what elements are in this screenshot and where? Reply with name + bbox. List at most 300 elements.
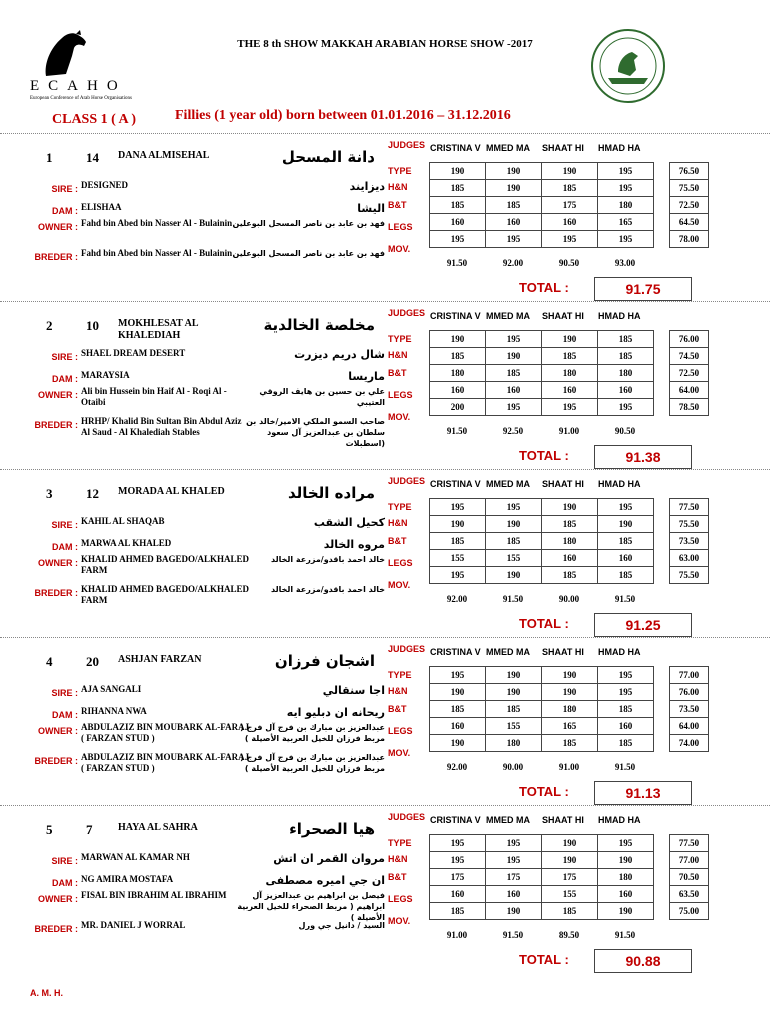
breder-value-arabic: السيد / دانيل جي ورل [298,921,385,930]
average-cell: 63.50 [670,886,709,903]
score-row [430,231,654,248]
breder-label: BREDER : [34,924,78,934]
score-cell: 185 [486,197,542,214]
average-cell: 78.50 [670,399,709,416]
horse-name: DANA ALMISEHAL [118,150,210,161]
score-cell: 185 [430,533,486,550]
score-cell: 175 [542,869,598,886]
judge-total: 91.50 [502,930,524,940]
dam-value-arabic: ريحانه ان دبليو ايه [286,706,385,719]
score-cell: 155 [542,886,598,903]
ecaho-logo [28,28,148,108]
criteria-label-judges: JUDGES [388,644,426,654]
total-score: 91.75 [594,277,692,301]
sire-value-arabic: ديزايند [349,180,385,193]
score-cell: 195 [486,399,542,416]
judges-header [430,815,654,829]
criteria-label-legs: LEGS [388,558,413,568]
score-cell: 195 [598,684,654,701]
average-column [669,834,709,920]
judge-name: SHAAT HI [542,815,584,825]
score-cell: 195 [542,399,598,416]
judge-name: HMAD HA [598,815,641,825]
criteria-label-hn: H&N [388,686,408,696]
judge-total: 91.50 [502,594,524,604]
judge-name: MMED MA [486,647,530,657]
rank: 1 [46,150,53,165]
criteria-label-bt: B&T [388,704,407,714]
score-cell: 185 [598,533,654,550]
judge-total: 90.50 [614,426,636,436]
score-cell: 180 [542,365,598,382]
score-row [430,399,654,416]
score-cell: 190 [486,667,542,684]
criteria-label-bt: B&T [388,200,407,210]
judge-name: CRISTINA V [430,479,481,489]
entry-separator [0,805,770,806]
judge-name: MMED MA [486,143,530,153]
score-cell: 195 [542,231,598,248]
score-cell: 160 [486,214,542,231]
score-row [430,684,654,701]
horse-name-arabic: هيا الصحراء [289,820,375,838]
rank: 4 [46,654,53,669]
criteria-label-bt: B&T [388,536,407,546]
average-cell: 70.50 [670,869,709,886]
rank: 3 [46,486,53,501]
judge-name: MMED MA [486,815,530,825]
breder-value: KHALID AHMED BAGEDO/ALKHALED FARM [81,584,250,605]
score-cell: 180 [542,533,598,550]
score-row [430,382,654,399]
score-cell: 190 [542,331,598,348]
average-cell: 75.00 [670,903,709,920]
criteria-label-type: TYPE [388,502,412,512]
sire-label: SIRE : [51,184,78,194]
owner-label: OWNER : [38,222,78,232]
dam-value: RIHANNA NWA [81,706,147,716]
breder-value-arabic: فهد بن عابد بن ناصر المسحل البوعلين [232,249,385,258]
score-cell: 185 [430,197,486,214]
score-row [430,180,654,197]
score-cell: 185 [598,331,654,348]
average-cell: 77.00 [670,667,709,684]
score-row [430,852,654,869]
score-grid [429,498,654,584]
average-cell: 75.50 [670,180,709,197]
average-cell: 76.50 [670,163,709,180]
score-cell: 175 [486,869,542,886]
score-grid [429,666,654,752]
owner-value-arabic: عبدالعزيز بن مبارك بن فرج آل فرج ( مربط فرزان للخيل العربية الأصيلة ) [240,723,385,743]
average-cell: 72.50 [670,365,709,382]
criteria-label-type: TYPE [388,670,412,680]
score-cell: 190 [486,567,542,584]
dam-value: MARAYSIA [81,370,130,380]
score-cell: 160 [542,550,598,567]
judge-total: 92.50 [502,426,524,436]
dam-value-arabic: ان جي اميره مصطفى [265,874,385,887]
sire-value-arabic: اجا سنقالي [322,684,385,697]
owner-value: ABDULAZIZ BIN MOUBARK AL-FARAJ ( FARZAN STUD ) [81,722,250,743]
score-cell: 195 [486,835,542,852]
dam-value-arabic: مروه الخالد [323,538,385,551]
criteria-label-hn: H&N [388,854,408,864]
score-cell: 190 [430,516,486,533]
score-cell: 195 [486,331,542,348]
score-cell: 160 [598,886,654,903]
horse-number: 12 [86,486,99,501]
score-row [430,886,654,903]
score-row [430,197,654,214]
average-cell: 64.50 [670,214,709,231]
average-cell: 74.00 [670,735,709,752]
score-row [430,163,654,180]
judge-total: 90.00 [558,594,580,604]
score-cell: 195 [598,835,654,852]
judge-total: 91.50 [614,594,636,604]
judge-total: 92.00 [502,258,524,268]
entry-separator [0,301,770,302]
judge-name: CRISTINA V [430,815,481,825]
dam-label: DAM : [52,206,78,216]
criteria-label-legs: LEGS [388,726,413,736]
score-cell: 190 [430,684,486,701]
score-row [430,365,654,382]
score-cell: 190 [542,852,598,869]
judge-total: 91.00 [558,426,580,436]
score-cell: 185 [542,180,598,197]
dam-value-arabic: اليشا [357,202,385,215]
score-cell: 155 [486,718,542,735]
owner-label: OWNER : [38,726,78,736]
criteria-label-legs: LEGS [388,390,413,400]
horse-name: HAYA AL SAHRA [118,822,198,833]
criteria-label-type: TYPE [388,838,412,848]
score-row [430,214,654,231]
score-cell: 185 [542,567,598,584]
score-cell: 190 [598,516,654,533]
total-label: TOTAL : [519,616,569,631]
owner-value-arabic: خالد احمد باقدو/مزرعة الخالد [271,555,385,564]
score-row [430,550,654,567]
entry-separator [0,637,770,638]
score-cell: 195 [598,231,654,248]
horse-number: 10 [86,318,99,333]
score-cell: 190 [542,499,598,516]
judge-name: HMAD HA [598,311,641,321]
score-row [430,516,654,533]
judges-header [430,479,654,493]
score-cell: 195 [430,852,486,869]
criteria-label-type: TYPE [388,166,412,176]
score-cell: 190 [598,852,654,869]
score-cell: 185 [430,348,486,365]
score-cell: 195 [486,231,542,248]
horse-name: ASHJAN FARZAN [118,654,202,665]
average-cell: 64.00 [670,382,709,399]
score-cell: 165 [598,214,654,231]
average-cell: 76.00 [670,331,709,348]
sire-label: SIRE : [51,352,78,362]
judge-totals [429,258,653,268]
score-cell: 190 [486,163,542,180]
dam-label: DAM : [52,374,78,384]
score-cell: 195 [430,499,486,516]
score-row [430,735,654,752]
score-row [430,835,654,852]
score-cell: 185 [486,365,542,382]
emblem-icon [588,26,668,106]
score-cell: 195 [486,499,542,516]
breder-label: BREDER : [34,756,78,766]
sire-value-arabic: شال دريم ديزرت [294,348,385,361]
average-cell: 74.50 [670,348,709,365]
judge-total: 90.00 [502,762,524,772]
score-cell: 195 [598,499,654,516]
judge-name: SHAAT HI [542,647,584,657]
judge-name: SHAAT HI [542,479,584,489]
criteria-label-legs: LEGS [388,222,413,232]
criteria-label-judges: JUDGES [388,812,426,822]
horse-name: MOKHLESAT AL KHALEDIAH [118,318,198,341]
score-cell: 195 [430,835,486,852]
entry-separator [0,133,770,134]
score-cell: 195 [430,567,486,584]
score-cell: 195 [598,180,654,197]
score-cell: 160 [542,214,598,231]
judge-totals [429,426,653,436]
horse-number: 7 [86,822,93,837]
score-cell: 190 [430,163,486,180]
breder-value: HRHP/ Khalid Bin Sultan Bin Abdul Aziz Al Saud - Al Khalediah Stables [81,416,242,437]
judges-header [430,143,654,157]
class-description: Fillies (1 year old) born between 01.01.2016 – 31.12.2016 [175,108,511,123]
judge-totals [429,930,653,940]
judge-name: CRISTINA V [430,647,481,657]
dam-label: DAM : [52,542,78,552]
score-cell: 190 [598,903,654,920]
average-column [669,666,709,752]
average-cell: 73.50 [670,533,709,550]
average-cell: 77.50 [670,835,709,852]
owner-value-arabic: فيصل بن ابراهيم بن عبدالعزيز آل ابراهيم ( مربط الصحراء للخيل العربية الأصيلة ) [237,891,385,922]
judge-total: 90.50 [558,258,580,268]
criteria-label-mov: MOV. [388,580,411,590]
score-cell: 160 [430,382,486,399]
dam-value-arabic: ماريسا [348,370,385,383]
score-cell: 180 [598,365,654,382]
judge-total: 91.50 [614,930,636,940]
average-cell: 77.00 [670,852,709,869]
score-row [430,869,654,886]
judge-name: HMAD HA [598,647,641,657]
score-cell: 160 [542,382,598,399]
criteria-label-judges: JUDGES [388,308,426,318]
score-cell: 160 [486,382,542,399]
score-cell: 165 [542,718,598,735]
judge-total: 91.50 [446,258,468,268]
criteria-label-type: TYPE [388,334,412,344]
dam-label: DAM : [52,878,78,888]
average-cell: 73.50 [670,701,709,718]
dam-value: MARWA AL KHALED [81,538,172,548]
score-cell: 190 [542,684,598,701]
criteria-label-bt: B&T [388,368,407,378]
rank: 2 [46,318,53,333]
criteria-label-judges: JUDGES [388,140,426,150]
criteria-label-mov: MOV. [388,412,411,422]
breder-label: BREDER : [34,420,78,430]
score-cell: 195 [430,667,486,684]
score-cell: 190 [542,163,598,180]
class-label: CLASS 1 ( A ) [52,112,137,127]
dam-value: ELISHAA [81,202,122,212]
sire-label: SIRE : [51,856,78,866]
breder-value-arabic: خالد احمد باقدو/مزرعة الخالد [271,585,385,594]
horse-entry [0,140,770,310]
total-score: 91.38 [594,445,692,469]
footer-initials: A. M. H. [30,988,63,998]
horse-entry [0,812,770,982]
judge-total: 91.50 [614,762,636,772]
average-cell: 63.00 [670,550,709,567]
judge-name: HMAD HA [598,143,641,153]
score-cell: 155 [430,550,486,567]
average-cell: 64.00 [670,718,709,735]
average-column [669,498,709,584]
score-cell: 185 [598,567,654,584]
average-column [669,162,709,248]
score-cell: 160 [430,214,486,231]
owner-label: OWNER : [38,390,78,400]
sire-value: MARWAN AL KAMAR NH [81,852,190,862]
sire-value: AJA SANGALI [81,684,142,694]
score-cell: 160 [598,718,654,735]
owner-value: Fahd bin Abed bin Nasser Al - Bulainin [81,218,233,228]
horse-number: 14 [86,150,99,165]
score-cell: 160 [598,382,654,399]
score-row [430,667,654,684]
show-emblem-logo [588,26,668,106]
score-row [430,533,654,550]
judge-name: CRISTINA V [430,311,481,321]
score-cell: 190 [486,516,542,533]
score-cell: 160 [430,718,486,735]
score-cell: 185 [598,701,654,718]
sire-value-arabic: مروان القمر ان اتش [273,852,385,865]
score-cell: 190 [542,667,598,684]
score-cell: 180 [598,869,654,886]
score-cell: 185 [542,735,598,752]
criteria-label-legs: LEGS [388,894,413,904]
breder-label: BREDER : [34,252,78,262]
score-row [430,348,654,365]
score-cell: 195 [598,399,654,416]
score-cell: 185 [598,348,654,365]
criteria-label-hn: H&N [388,350,408,360]
score-cell: 175 [430,869,486,886]
average-cell: 72.50 [670,197,709,214]
score-grid [429,162,654,248]
breder-value-arabic: صاحب السمو الملكي الامير/خالد بن سلطان بن عبدالعزيز آل سعود (اسطبلات [246,417,385,448]
score-cell: 180 [542,701,598,718]
sire-value: SHAEL DREAM DESERT [81,348,186,358]
score-cell: 190 [486,348,542,365]
score-cell: 185 [598,735,654,752]
score-cell: 185 [542,903,598,920]
score-cell: 185 [430,180,486,197]
rank: 5 [46,822,53,837]
owner-value: KHALID AHMED BAGEDO/ALKHALED FARM [81,554,250,575]
criteria-label-mov: MOV. [388,748,411,758]
breder-value: Fahd bin Abed bin Nasser Al - Bulainin [81,248,233,258]
judge-totals [429,594,653,604]
score-cell: 190 [542,835,598,852]
owner-value-arabic: علي بن حسين بن هايف الروقي العتيبي [259,387,385,407]
score-cell: 185 [430,903,486,920]
sire-value: DESIGNED [81,180,129,190]
average-column [669,330,709,416]
score-cell: 160 [486,886,542,903]
breder-value: MR. DANIEL J WORRAL [81,920,186,930]
score-row [430,567,654,584]
criteria-label-judges: JUDGES [388,476,426,486]
judge-total: 93.00 [614,258,636,268]
judge-total: 92.00 [446,762,468,772]
total-score: 90.88 [594,949,692,973]
total-label: TOTAL : [519,952,569,967]
total-score: 91.13 [594,781,692,805]
score-row [430,499,654,516]
score-cell: 185 [486,701,542,718]
dam-value: NG AMIRA MOSTAFA [81,874,174,884]
score-cell: 185 [430,701,486,718]
judge-total: 89.50 [558,930,580,940]
judge-total: 91.00 [446,930,468,940]
judge-total: 92.00 [446,594,468,604]
score-cell: 190 [486,180,542,197]
score-cell: 160 [598,550,654,567]
horse-entry [0,644,770,814]
page-title: THE 8 th SHOW MAKKAH ARABIAN HORSE SHOW -2017 [237,38,533,50]
criteria-label-hn: H&N [388,182,408,192]
average-cell: 77.50 [670,499,709,516]
horse-name-arabic: اشجان فرزان [274,652,375,670]
average-cell: 75.50 [670,516,709,533]
score-row [430,903,654,920]
breder-value: ABDULAZIZ BIN MOUBARK AL-FARAJ ( FARZAN STUD ) [81,752,250,773]
score-cell: 195 [598,667,654,684]
horse-name-arabic: دانة المسحل [281,148,375,166]
score-row [430,701,654,718]
horse-number: 20 [86,654,99,669]
owner-value: Ali bin Hussein bin Haif Al - Roqi Al - Otaibi [81,386,227,407]
score-cell: 160 [430,886,486,903]
horse-name: MORADA AL KHALED [118,486,225,497]
score-cell: 180 [430,365,486,382]
judge-name: CRISTINA V [430,143,481,153]
score-cell: 190 [486,684,542,701]
judges-header [430,647,654,661]
total-score: 91.25 [594,613,692,637]
score-cell: 155 [486,550,542,567]
sire-label: SIRE : [51,520,78,530]
score-cell: 195 [598,163,654,180]
owner-value: FISAL BIN IBRAHIM AL IBRAHIM [81,890,227,900]
score-cell: 175 [542,197,598,214]
sire-label: SIRE : [51,688,78,698]
